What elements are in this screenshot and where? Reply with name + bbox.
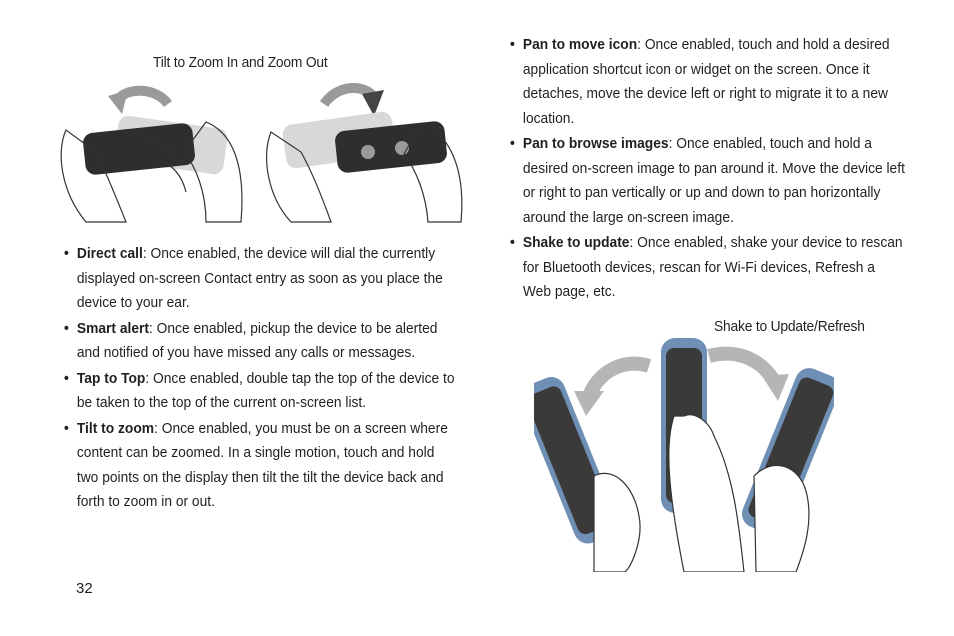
center-hand — [669, 415, 744, 572]
shake-update-illustration — [534, 336, 834, 572]
left-hand — [594, 473, 640, 572]
page-number: 32 — [76, 580, 93, 597]
list-item: • Tap to Top: Once enabled, double tap the top of the device to be taken to the top of the current on-screen list. — [64, 369, 455, 411]
list-item: • Pan to browse images: Once enabled, touch and hold a desired on-screen image to pan around it. Move the device left or right to pan vertically or up and down to pan horizontally around the large on-screen image. — [510, 135, 905, 226]
shake-update-caption: Shake to Update/Refresh — [714, 318, 865, 335]
shake-right-arrowhead-icon — [762, 374, 789, 401]
right-feature-list — [510, 33, 940, 306]
rotate-left-arrowhead-icon — [108, 90, 128, 114]
list-item: • Shake to update: Once enabled, shake your device to rescan for Bluetooth devices, rescan for Wi-Fi devices, Refresh a Web page, etc. — [510, 234, 903, 300]
left-feature-list — [64, 242, 494, 516]
shake-left-arrowhead-icon — [574, 391, 604, 416]
tilt-zoom-caption: Tilt to Zoom In and Zoom Out — [153, 54, 328, 71]
right-hand — [754, 465, 809, 572]
list-item: • Pan to move icon: Once enabled, touch and hold a desired application shortcut icon or widget on the screen. Once it detaches, move the device left or right to migrate it to a new location. — [510, 36, 890, 127]
list-item: • Tilt to zoom: Once enabled, you must be on a screen where content can be zoomed. In a single motion, touch and hold two points on the display then tilt the tilt the device back and forth to zoom in or out. — [64, 419, 448, 510]
tilt-zoom-illustration — [56, 82, 476, 232]
list-item: • Direct call: Once enabled, the device will dial the currently displayed on-screen Contact entry as soon as you place the device to your ear. — [64, 245, 443, 311]
list-item: • Smart alert: Once enabled, pickup the device to be alerted and notified of you have missed any calls or messages. — [64, 319, 438, 361]
